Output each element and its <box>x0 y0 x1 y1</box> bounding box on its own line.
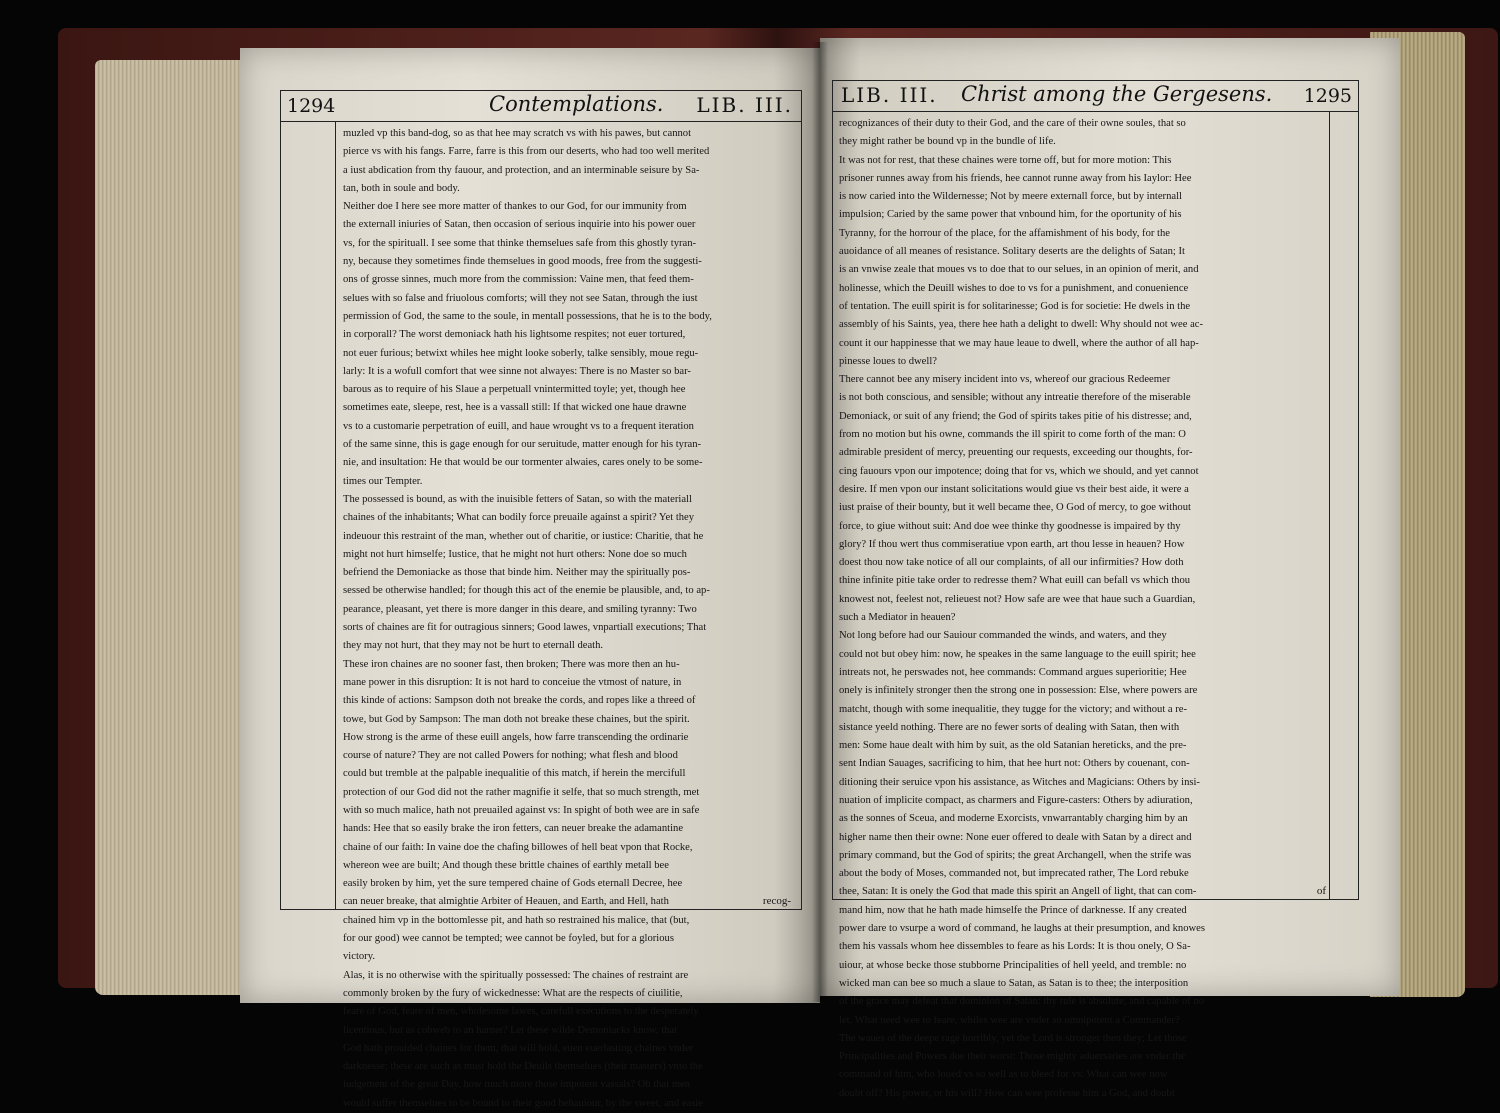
text-line: Tyranny, for the horrour of the place, for the affamishment of his body, for the <box>839 227 1170 239</box>
left-page-body-text <box>343 125 797 1113</box>
text-line: The possessed is bound, as with the inuisible fetters of Satan, so with the materiall <box>343 493 692 505</box>
text-line: Neither doe I here see more matter of thankes to our God, for our immunity from <box>343 201 687 213</box>
text-line: onely is infinitely stronger then the strong one in possession: Else, where powers are <box>839 685 1198 697</box>
text-line: desire. If men vpon our instant solicitations would giue vs their best aide, it were a <box>839 483 1189 495</box>
text-line: pierce vs with his fangs. Farre, farre is this from our deserts, who had too well merited <box>343 146 710 158</box>
text-line: vs, for the spirituall. I see some that thinke themselues safe from this ghostly tyran- <box>343 237 697 249</box>
right-running-title: Christ among the Gergesens. <box>961 82 1273 106</box>
text-line: with so much malice, hath not preuailed against vs: In spight of both wee are in safe <box>343 804 700 816</box>
text-line: ons of grosse sinnes, much more from the commission: Vaine men, that feed them- <box>343 274 694 286</box>
text-line: licentious, but as cobweb to an harnet? Let these wilde Demoniacks know, that <box>343 1024 678 1036</box>
text-line: can neuer breake, that almightie Arbiter of Heauen, and Earth, and Hell, hath <box>343 896 669 908</box>
text-line: towe, but God by Sampson: The man doth not breake these chaines, but the spirit. <box>343 713 690 725</box>
open-book <box>40 20 1490 1109</box>
text-line: vs to a customarie perpetration of euill, and haue wrought vs to a frequent iteration <box>343 420 694 432</box>
text-line: ditioning their seruice vpon his assistance, as Witches and Magicians: Others by insi- <box>839 776 1200 788</box>
text-line: matcht, though with some inequalitie, they tugge for the victory; and without a re- <box>839 703 1188 715</box>
text-line: could not but obey him: now, he speakes in the same language to the euill spirit; hee <box>839 648 1196 660</box>
text-line: permission of God, the same to the soule, in mentall possessions, that he is to the body, <box>343 310 712 322</box>
text-line: Principalities and Powers doe their worst: Those mighty aduersaries are vnder the <box>839 1051 1186 1063</box>
text-line: them his vassals whom hee dissembles to feare as his Lords: It is thou onely, O Sa- <box>839 941 1191 953</box>
text-line: times our Tempter. <box>343 475 423 487</box>
left-page-header <box>281 91 801 122</box>
text-line: thee, Satan: It is onely the God that made this spirit an Angell of light, that can com- <box>839 886 1197 898</box>
text-line: sistance yeeld nothing. There are no fewer sorts of dealing with Satan, then with <box>839 721 1180 733</box>
text-line: of the grace may defeat that dominion of Satan: thy rule is absolute, and capable of no <box>839 996 1205 1008</box>
text-line: darknesse; these are such as must hold the Deuils themselues (their masters) vnto the <box>343 1061 703 1073</box>
text-line: selues with so false and friuolous comforts; will they not see Satan, through the iust <box>343 292 698 304</box>
text-line: they might rather be bound vp in the bundle of life. <box>839 136 1056 148</box>
right-page-number: 1295 <box>1303 85 1352 107</box>
text-line: sent Indian Sauages, sacrificing to him, that hee hurt not: Others by couenant, con- <box>839 758 1190 770</box>
text-line: higher name then their owne: None euer offered to deale with Satan by a direct and <box>839 831 1192 843</box>
text-line: commonly broken by the fury of wickednesse: What are the respects of ciuilitie, <box>343 987 683 999</box>
text-line: glory? If thou wert thus commiseratiue vpon earth, art thou lesse in heauen? How <box>839 538 1185 550</box>
text-line: Alas, it is no otherwise with the spiritually possessed: The chaines of restraint are <box>343 969 689 981</box>
right-page <box>820 38 1400 1099</box>
text-line: nie, and insultation: He that would be our tormenter alwaies, cares onely to be some- <box>343 457 703 469</box>
text-line: intreats not, he perswades not, hee commands: Command argues superioritie; Hee <box>839 666 1187 678</box>
text-line: for our good) wee cannot be tempted; wee cannot be foyled, but for a glorious <box>343 933 674 945</box>
right-page-body-text <box>839 115 1325 1103</box>
text-line: holinesse, which the Deuill wishes to doe to vs for a punishment, and conuenience <box>839 282 1189 294</box>
text-line: as the sonnes of Sceua, and moderne Exorcists, vnwarrantably charging him by an <box>839 813 1188 825</box>
text-line: power dare to vsurpe a word of command, he laughs at their presumption, and knowes <box>839 923 1205 935</box>
text-line: hands: Hee that so easily brake the iron fetters, can neuer breake the adamantine <box>343 823 684 835</box>
text-line: chaine of our faith: In vaine doe the chafing billowes of hell beat vpon that Rocke, <box>343 841 693 853</box>
text-line: would suffer themselues to be bound to their good behauiour, by the sweet, and easie <box>343 1097 704 1109</box>
text-line: this kinde of actions: Sampson doth not breake the cords, and ropes like a threed of <box>343 695 696 707</box>
text-line: mane power in this disruption: It is not hard to conceiue the vtmost of nature, in <box>343 676 682 688</box>
book-gutter <box>812 42 828 1002</box>
text-line: count it our happinesse that we may haue leaue to dwell, where the author of all hap- <box>839 337 1199 349</box>
left-catchword: recog- <box>762 895 791 907</box>
text-line: sessed be otherwise handled; for though this act of the enemie be plausible, and, to ap- <box>343 585 710 597</box>
text-line: from no motion but his owne, commands the ill spirit to come forth of the man: O <box>839 429 1186 441</box>
text-line: feare of God, feare of men, wholesome lawes, carefull executions to the desperately <box>343 1006 699 1018</box>
text-line: chaines of the inhabitants; What can bodily force preuaile against a spirit? Yet they <box>343 512 695 524</box>
text-line: muzled vp this band-dog, so as that hee may scratch vs with his pawes, but cannot <box>343 128 692 139</box>
text-line: course of nature? They are not called Powers for nothing; what flesh and blood <box>343 750 678 762</box>
text-line: nuation of implicite compact, as charmers and Figure-casters: Others by adiuration, <box>839 794 1193 806</box>
text-line: tan, both in soule and body. <box>343 182 460 194</box>
text-line: befriend the Demoniacke as those that binde him. Neither may the spiritually pos- <box>343 567 691 579</box>
text-line: is not both conscious, and sensible; without any intreatie therefore of the miserable <box>839 392 1191 404</box>
text-line: protection of our God did not the rather magnifie it selfe, that so much strength, met <box>343 786 700 798</box>
right-book-label: LIB. III. <box>841 83 938 107</box>
text-line: The waues of the deepe rage horribly, yet the Lord is stronger then they; Let those <box>839 1032 1187 1044</box>
text-line: assembly of his Saints, yea, there hee hath a delight to dwell: Why should not wee ac- <box>839 319 1204 331</box>
text-line: in corporall? The worst demoniack hath his lightsome respites; not euer tortured, <box>343 329 686 341</box>
text-line: It was not for rest, that these chaines were torne off, but for more motion: This <box>839 154 1172 166</box>
text-line: victory. <box>343 951 375 963</box>
text-line: cing fauours vpon our impotence; doing that for vs, which we should, and yet cannot <box>839 465 1199 477</box>
right-margin-rule <box>1329 111 1330 899</box>
text-line: force, to giue without suit: And doe wee thinke thy goodnesse is impaired by thy <box>839 520 1181 532</box>
text-line: a iust abdication from thy fauour, and protection, and an interminable seisure by Sa- <box>343 164 700 176</box>
text-line: ny, because they sometimes finde themselues in good moods, free from the suggesti- <box>343 256 702 268</box>
text-line: How strong is the arme of these euill angels, how farre transcending the ordinarie <box>343 731 689 743</box>
right-catchword: of <box>1316 885 1326 897</box>
text-line: These iron chaines are no sooner fast, then broken; There was more then an hu- <box>343 658 680 670</box>
text-line: about the body of Moses, commanded not, but imprecated rather, The Lord rebuke <box>839 868 1189 880</box>
text-line: not euer furious; betwixt whiles hee might looke soberly, talke sensibly, moue regu- <box>343 347 699 359</box>
text-line: doest thou now take notice of all our complaints, of all our infirmities? How doth <box>839 557 1184 569</box>
right-page-header <box>833 81 1358 112</box>
left-page-text-frame <box>280 90 802 1109</box>
left-book-label: LIB. III. <box>696 93 793 117</box>
text-line: of tentation. The euill spirit is for solitarinesse; God is for societie: He dwels in the <box>839 300 1191 312</box>
left-page-number: 1294 <box>287 95 336 117</box>
text-line: There cannot bee any misery incident into vs, whereof our gracious Redeemer <box>839 374 1171 386</box>
text-line: uiour, at whose becke those stubborne Principalities of hell yeeld, and tremble: no <box>839 959 1187 971</box>
text-line: men: Some haue dealt with him by suit, as the old Satanian hereticks, and the pre- <box>839 740 1187 752</box>
text-line: chained him vp in the bottomlesse pit, and hath so restrained his malice, that (but, <box>343 914 690 926</box>
text-line: is now caried into the Wildernesse; Not by meere externall force, but by internall <box>839 191 1182 203</box>
text-line: let. What need wee to feare, whiles wee are vnder so omnipotent a Commander? <box>839 1014 1180 1026</box>
text-line: command of him, who loued vs so well as to bleed for vs: What can wee now <box>839 1069 1168 1081</box>
left-running-title: Contemplations. <box>489 92 664 116</box>
left-page <box>240 48 820 1109</box>
text-line: iudgement of the great Day, how much more those impotent vassals? Oh that men <box>343 1079 691 1091</box>
text-line: indeuour this restraint of the man, whether out of charitie, or iustice: Charitie, that he <box>343 530 704 542</box>
text-line: auoidance of all meanes of resistance. Solitary deserts are the delights of Satan; It <box>839 246 1185 258</box>
text-line: prisoner runnes away from his friends, hee cannot runne away from his Iaylor: Hee <box>839 172 1192 184</box>
text-line: pinesse loues to dwell? <box>839 355 937 367</box>
text-line: doubt off? His power, or his will? How can wee professe him a God, and doubt <box>839 1087 1175 1099</box>
left-margin-rule <box>335 121 336 909</box>
text-line: might not hurt himselfe; Iustice, that he might not hurt others: None doe so much <box>343 548 687 560</box>
text-line: knowest not, feelest not, relieuest not? How safe are wee that haue such a Guardian, <box>839 593 1196 605</box>
text-line: primary command, but the God of spirits; the great Archangell, when the strife was <box>839 849 1192 861</box>
text-line: recognizances of their duty to their God, and the care of their owne soules, that so <box>839 118 1186 129</box>
text-line: admirable president of mercy, preuenting our requests, exceeding our thoughts, for- <box>839 447 1193 459</box>
right-page-text-frame <box>832 80 1359 1099</box>
text-line: impulsion; Caried by the same power that vnbound him, for the oportunity of his <box>839 209 1182 221</box>
text-line: thine infinite pitie take order to redresse them? What euill can befall vs which thou <box>839 575 1191 587</box>
text-line: is an vnwise zeale that moues vs to doe that to our selues, in an opinion of merit, and <box>839 264 1199 276</box>
text-line: whereon wee are built; And though these brittle chaines of earthly metall bee <box>343 859 669 871</box>
text-line: of the same sinne, this is gage enough for our seruitude, matter enough for his tyran- <box>343 439 702 451</box>
text-line: iust praise of their bounty, but it well became thee, O God of mercy, to goe without <box>839 502 1191 514</box>
text-line: wicked man can bee so much a slaue to Satan, as Satan is to thee; the interposition <box>839 977 1189 989</box>
text-line: Not long before had our Sauiour commanded the winds, and waters, and they <box>839 630 1167 642</box>
text-line: mand him, now that he hath made himselfe the Prince of darknesse. If any created <box>839 904 1187 916</box>
text-line: sorts of chaines are fit for outragious sinners; Good lawes, vnpartiall executions; That <box>343 622 707 634</box>
text-line: pearance, pleasant, yet there is more danger in this deare, and smiling tyranny: Two <box>343 603 697 615</box>
text-line: barous as to require of his Slaue a perpetuall vnintermitted toyle; yet, though hee <box>343 384 686 396</box>
text-line: larly: It is a wofull comfort that wee sinne not alwayes: There is no Master so bar- <box>343 365 691 377</box>
text-line: could but tremble at the palpable inequalitie of this match, if herein the mercifull <box>343 768 686 780</box>
text-line: such a Mediator in heauen? <box>839 612 956 624</box>
text-line: easily broken by him, yet the sure tempered chaine of Gods eternall Decree, hee <box>343 878 683 890</box>
text-line: they may not hurt, that they may not be hurt to eternall death. <box>343 640 604 652</box>
text-line: Demoniack, or suit of any friend; the God of spirits takes pitie of his distresse; and, <box>839 410 1192 422</box>
text-line: God hath prouided chaines for them, that will hold, euen euerlasting chaines vnder <box>343 1042 694 1054</box>
text-line: sometimes eate, sleepe, rest, hee is a vassall still: If that wicked one haue drawne <box>343 402 687 414</box>
text-line: the externall iniuries of Satan, then occasion of serious inquirie into his power ouer <box>343 219 696 231</box>
